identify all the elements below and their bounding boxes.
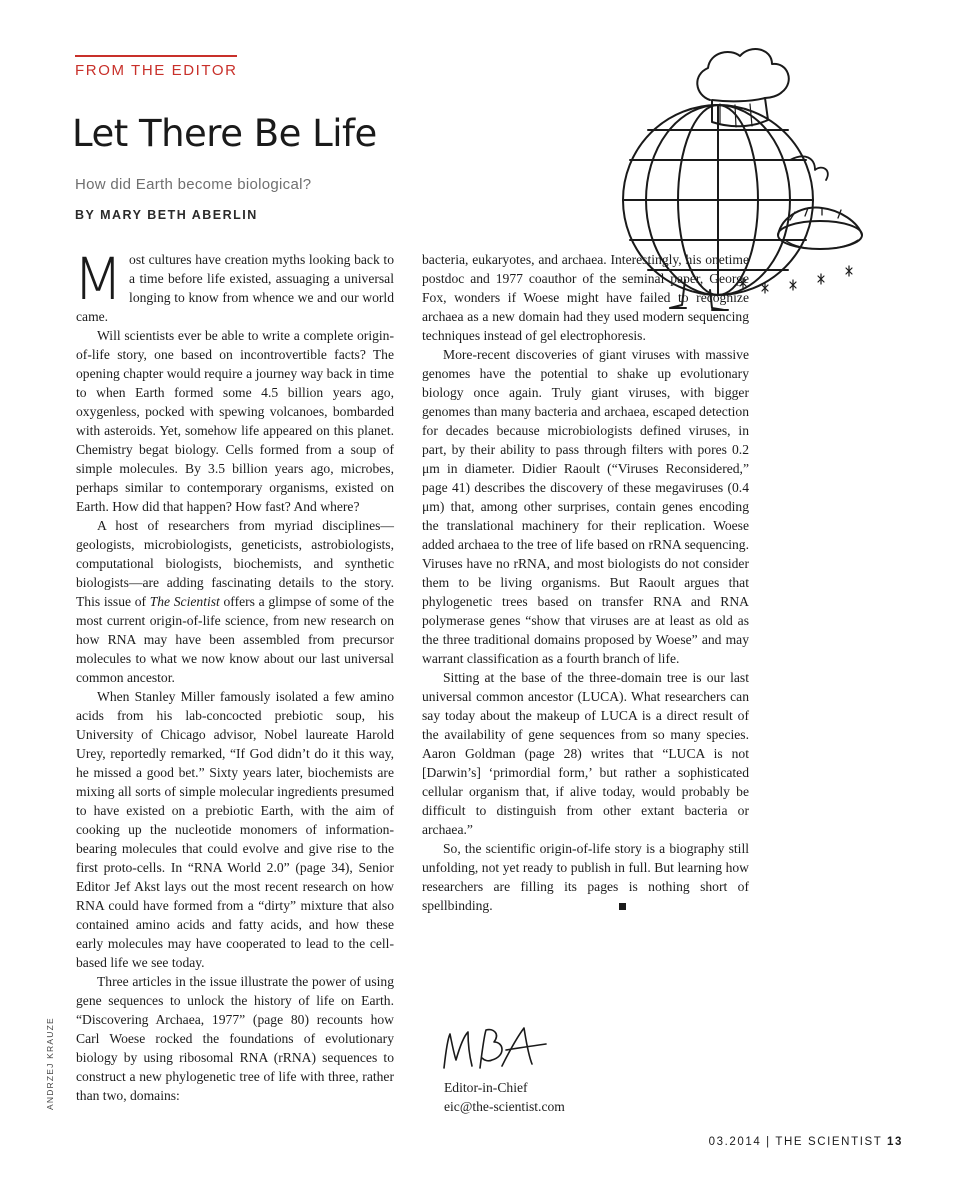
paragraph: bacteria, eukaryotes, and archaea. Interestingly, his onetime postdoc and 1977 coauthor of the seminal paper, George Fox, wonders if Woese might have failed to recognize archaea as a new domain had they used modern sequencing techniques instead of gel electrophoresis. <box>422 252 749 343</box>
paragraph: More-recent discoveries of giant viruses with massive genomes have the potential to shake up evolutionary biology once again. Truly giant viruses, with bigger genomes than many bacteria and archaea, escaped detection for decades because microbiologists defined viruses, in part, by their ability to pass through filters with pores 0.2 μm in diameter. Didier Raoult (“Viruses Reconsidered,” page 41) describes the discovery of these megaviruses (0.4 μm) that, among other surprises, contain genes encoding the translational machinery for their replication. Woese added archaea to the tree of life based on rRNA sequencing. Viruses have no rRNA, and most biologists do not consider them to be living organisms. But Raoult argues that phylogenetic trees based on transfer RNA and RNA polymerase genes “show that viruses are at least as old as the three traditional domains proposed by Woese” and may warrant classification as a fourth branch of life. <box>422 347 749 666</box>
magazine-name-italic: The Scientist <box>149 594 220 609</box>
paragraph: Will scientists ever be able to write a complete origin-of-life story, one based on incontrovertible facts? The opening chapter would require a journey way back in time to when Earth formed some 4.5 billion years ago, oxygenless, pocked with spewing volcanoes, bombarded with asteroids. Yet, somehow life appeared on this planet. Chemistry begat biology. Cells formed from a soup of simple molecules. By 3.5 billion years ago, microbes, perhaps similar to contemporary organisms, existed on Earth. How did that happen? How fast? And where? <box>76 328 394 514</box>
section-rule <box>75 55 237 57</box>
paragraph: Most cultures have creation myths looking back to a time before life existed, assuaging a universal longing to know from whence we and our world came. <box>73 245 394 324</box>
end-mark <box>619 903 626 910</box>
article-deck: How did Earth become biological? <box>75 176 312 193</box>
signature-block <box>444 1078 565 1116</box>
issue-date: 03.2014 <box>708 1136 762 1148</box>
drop-cap: M <box>73 245 124 313</box>
editor-email: eic@the-scientist.com <box>444 1099 565 1114</box>
page-number: 13 <box>887 1136 903 1148</box>
article-byline: BY MARY BETH ABERLIN <box>75 208 258 222</box>
footer-separator: | <box>766 1136 771 1148</box>
page-footer <box>709 1136 903 1148</box>
magazine-name: THE SCIENTIST <box>775 1136 883 1148</box>
paragraph: So, the scientific origin-of-life story is a biography still unfolding, not yet ready to publish in full. But learning how researchers are filling its pages is nothing short of spellbinding. <box>422 841 749 913</box>
article-title: Let There Be Life <box>72 112 377 155</box>
paragraph: A host of researchers from myriad disciplines—geologists, microbiologists, geneticists, astrobiologists, computational biologists, biochemists, and synthetic biologists—are adding fascinating details to the story. This issue of The Scientist offers a glimpse of some of the most current origin-of-life science, from new research on how RNA may have been assembled from precursor molecules to what we now know about our last universal common ancestor. <box>76 518 394 685</box>
illustration-credit: ANDRZEJ KRAUZE <box>45 1017 55 1110</box>
article-column-1 <box>73 245 394 1105</box>
paragraph: When Stanley Miller famously isolated a few amino acids from his lab-concocted prebiotic soup, his University of Chicago advisor, Nobel laureate Harold Urey, reportedly remarked, “If God didn’t do it this way, he missed a good bet.” Sixty years later, biochemists are mixing all sorts of simple molecular ingredients presumed to have existed on a prebiotic Earth, with the aim of cooking up the nucleotide monomers of information-bearing molecules that could evolve and give rise to the first proto-cells. In “RNA World 2.0” (page 34), Senior Editor Jef Akst lays out the most recent research on how RNA could have formed from a “dirty” mixture that also contained amino acids and fatty acids, and how these early molecules may have cooperated to lead to the cell-based life we see today. <box>76 689 394 970</box>
editor-signature <box>440 1020 550 1076</box>
paragraph: Sitting at the base of the three-domain tree is our last universal common ancestor (LUCA). What researchers can say today about the makeup of LUCA is a direct result of the availability of gene sequences from so many species. Aaron Goldman (page 28) writes that “LUCA is not [Darwin’s] ‘primordial form,’ but rather a sophisticated cellular organism that, if alive today, would probably be difficult to distinguish from other extant bacteria or archaea.” <box>422 670 749 837</box>
editor-role: Editor-in-Chief <box>444 1080 528 1095</box>
section-label: FROM THE EDITOR <box>75 62 238 79</box>
paragraph: Three articles in the issue illustrate the power of using gene sequences to unlock the history of life on Earth. “Discovering Archaea, 1977” (page 80) recounts how Carl Woese rocked the foundations of evolutionary biology by using ribosomal RNA (rRNA) sequences to construct a new phylogenetic tree of life with three, rather than two, domains: <box>76 974 394 1103</box>
article-column-2 <box>422 250 749 915</box>
